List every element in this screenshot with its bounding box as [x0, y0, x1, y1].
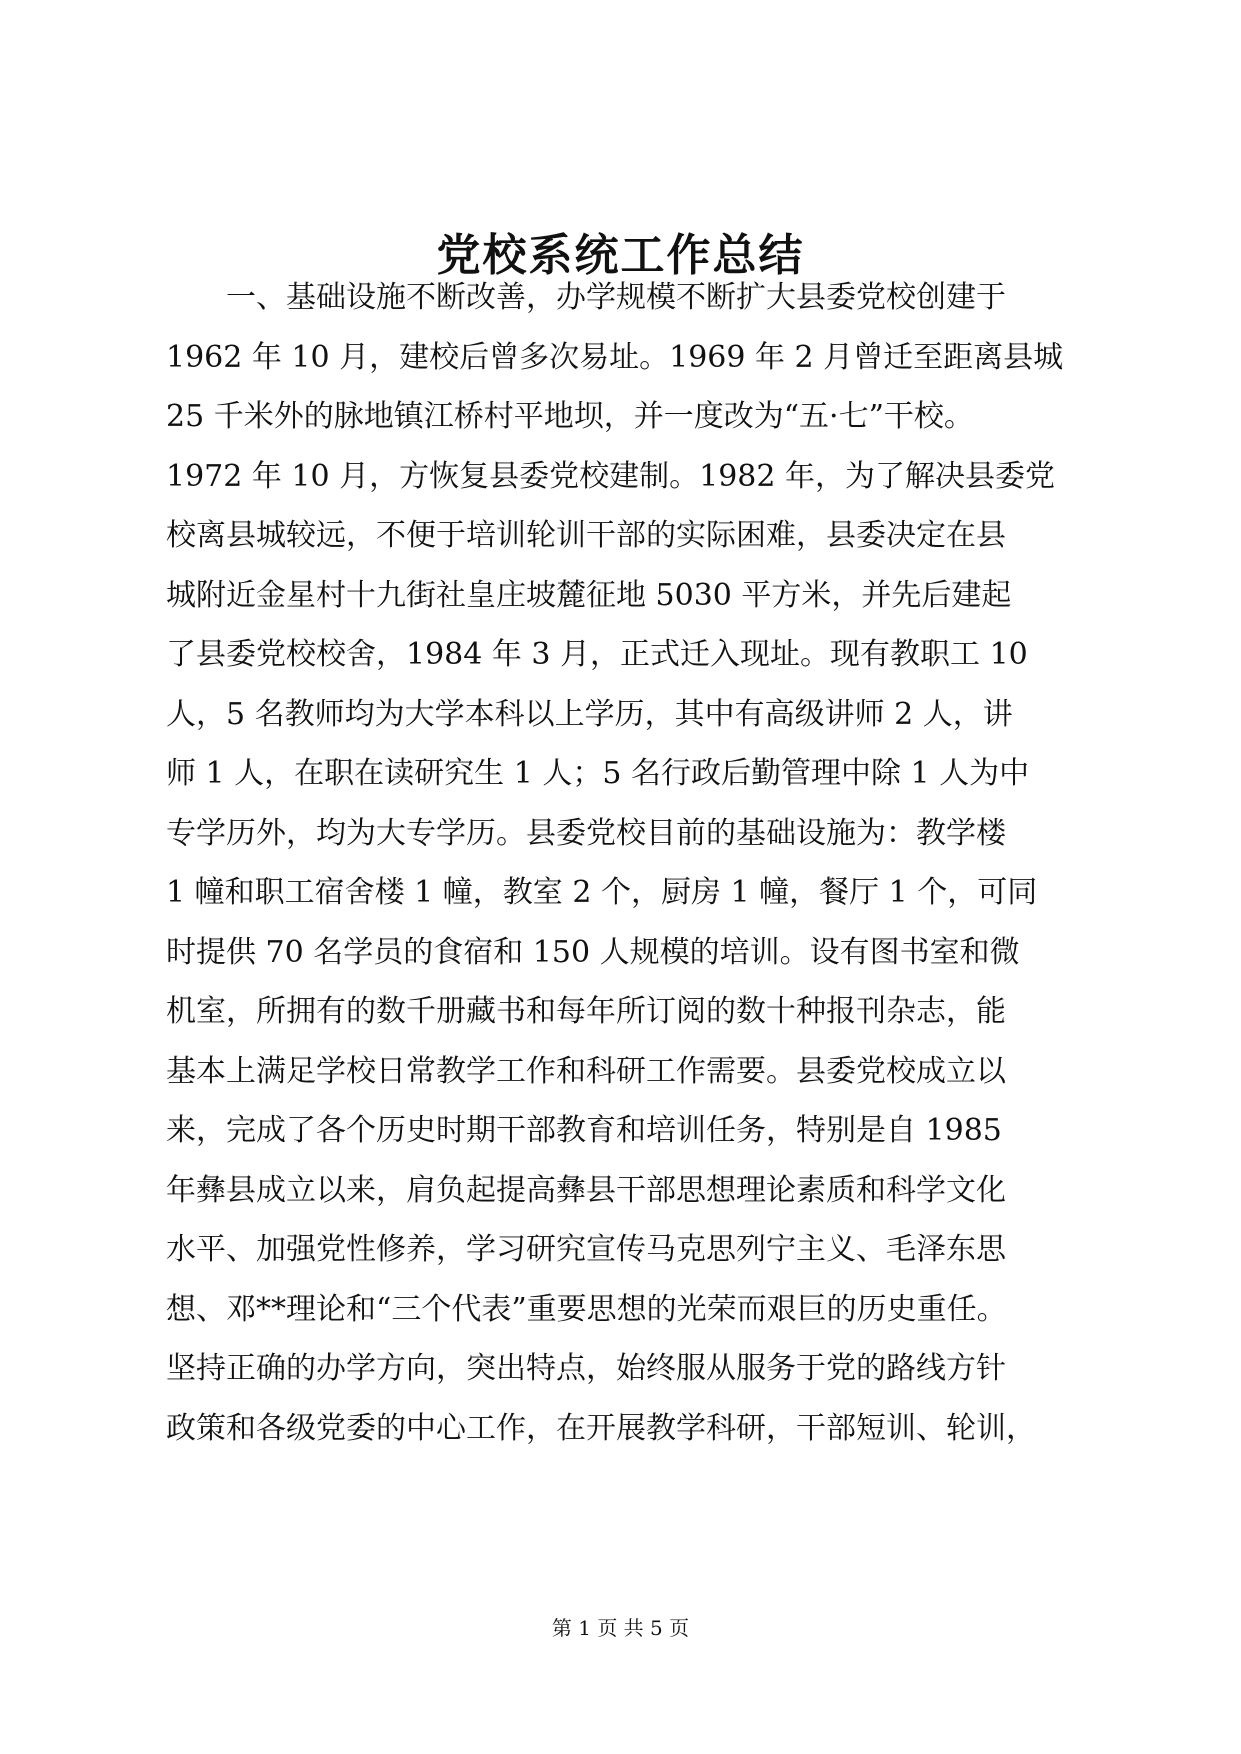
body-line: 坚持正确的办学方向，突出特点，始终服从服务于党的路线方针: [166, 1351, 1006, 1386]
body-line: 想、邓**理论和“三个代表”重要思想的光荣而艰巨的历史重任。: [166, 1291, 1007, 1327]
body-line: 了县委党校校舍，1984 年 3 月，正式迁入现址。现有教职工 10: [166, 637, 1028, 672]
body-line: 人，5 名教师均为大学本科以上学历，其中有高级讲师 2 人，讲: [166, 696, 1013, 732]
document-title: 党校系统工作总结: [436, 230, 805, 281]
body-line: 师 1 人，在职在读研究生 1 人；5 名行政后勤管理中除 1 人为中: [166, 756, 1030, 791]
body-line: 专学历外，均为大专学历。县委党校目前的基础设施为：教学楼: [166, 815, 1006, 851]
document-body: [166, 268, 1086, 1458]
body-line: 1962 年 10 月，建校后曾多次易址。1969 年 2 月曾迁至距离县城: [166, 339, 1064, 375]
body-line: 基本上满足学校日常教学工作和科研工作需要。县委党校成立以: [166, 1053, 1006, 1089]
page-number-footer: 第 1 页 共 5 页: [551, 1616, 690, 1640]
body-line: 1 幢和职工宿舍楼 1 幢，教室 2 个，厨房 1 幢，餐厅 1 个，可同: [166, 875, 1038, 910]
body-line: 来，完成了各个历史时期干部教育和培训任务，特别是自 1985: [166, 1113, 1002, 1148]
body-line: 水平、加强党性修养，学习研究宣传马克思列宁主义、毛泽东思: [166, 1232, 1006, 1267]
body-line: 城附近金星村十九街社皇庄坡麓征地 5030 平方米，并先后建起: [166, 577, 1012, 613]
body-line: 时提供 70 名学员的食宿和 150 人规模的培训。设有图书室和微: [166, 934, 1020, 970]
body-line: 1972 年 10 月，方恢复县委党校建制。1982 年，为了解决县委党: [166, 458, 1056, 494]
body-line: 25 千米外的脉地镇江桥村平地坝，并一度改为“五·七”干校。: [166, 399, 974, 434]
body-line: 校离县城较远，不便于培训轮训干部的实际困难，县委决定在县: [166, 518, 1006, 553]
body-line: 年彝县成立以来，肩负起提高彝县干部思想理论素质和科学文化: [166, 1172, 1006, 1208]
body-line: 政策和各级党委的中心工作，在开展教学科研，干部短训、轮训，: [166, 1410, 1036, 1446]
body-line: 机室，所拥有的数千册藏书和每年所订阅的数十种报刊杂志，能: [166, 994, 1006, 1029]
body-line: 一、基础设施不断改善，办学规模不断扩大县委党校创建于: [226, 280, 1006, 315]
